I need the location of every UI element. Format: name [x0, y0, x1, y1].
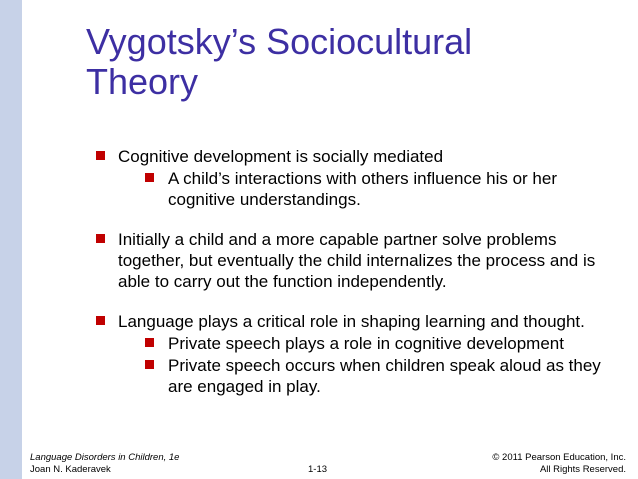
slide-title: [86, 22, 472, 102]
square-bullet-icon: [145, 360, 154, 369]
square-bullet-icon: [96, 234, 105, 243]
sub-bullet-text: A child’s interactions with others influence his or her cognitive understandings.: [168, 169, 557, 209]
sub-bullet-item: [142, 168, 614, 210]
sub-bullet-item: [142, 333, 614, 354]
slide-number: 1-13: [308, 464, 328, 475]
footer-book-info: [30, 452, 179, 476]
left-accent-bar: [0, 0, 22, 479]
bullet-list: [94, 146, 614, 416]
footer-copyright: [492, 452, 626, 476]
square-bullet-icon: [145, 173, 154, 182]
footer-book-title: Language Disorders in Children, 1e: [30, 452, 180, 463]
sub-bullet-text: Private speech occurs when children speak aloud as they are engaged in play.: [168, 356, 601, 396]
footer-author: Joan N. Kaderavek: [30, 464, 111, 475]
slide-title-line-1: Vygotsky’s Sociocultural: [86, 21, 473, 62]
slide-title-line-2: Theory: [86, 61, 199, 102]
square-bullet-icon: [145, 338, 154, 347]
square-bullet-icon: [96, 316, 105, 325]
square-bullet-icon: [96, 151, 105, 160]
copyright-line-2: All Rights Reserved.: [539, 464, 626, 475]
sub-bullet-item: [142, 355, 614, 397]
copyright-line-1: © 2011 Pearson Education, Inc.: [492, 452, 626, 463]
bullet-item: [94, 146, 614, 210]
bullet-text: Cognitive development is socially mediated: [118, 147, 444, 166]
bullet-item: [94, 229, 614, 292]
bullet-item: [94, 311, 614, 397]
bullet-text: Initially a child and a more capable partner solve problems together, but eventually the child internalizes the process and is able to carry out the function independently.: [118, 230, 596, 291]
sub-bullet-text: Private speech plays a role in cognitive development: [168, 334, 564, 353]
bullet-text: Language plays a critical role in shaping learning and thought.: [118, 312, 585, 331]
